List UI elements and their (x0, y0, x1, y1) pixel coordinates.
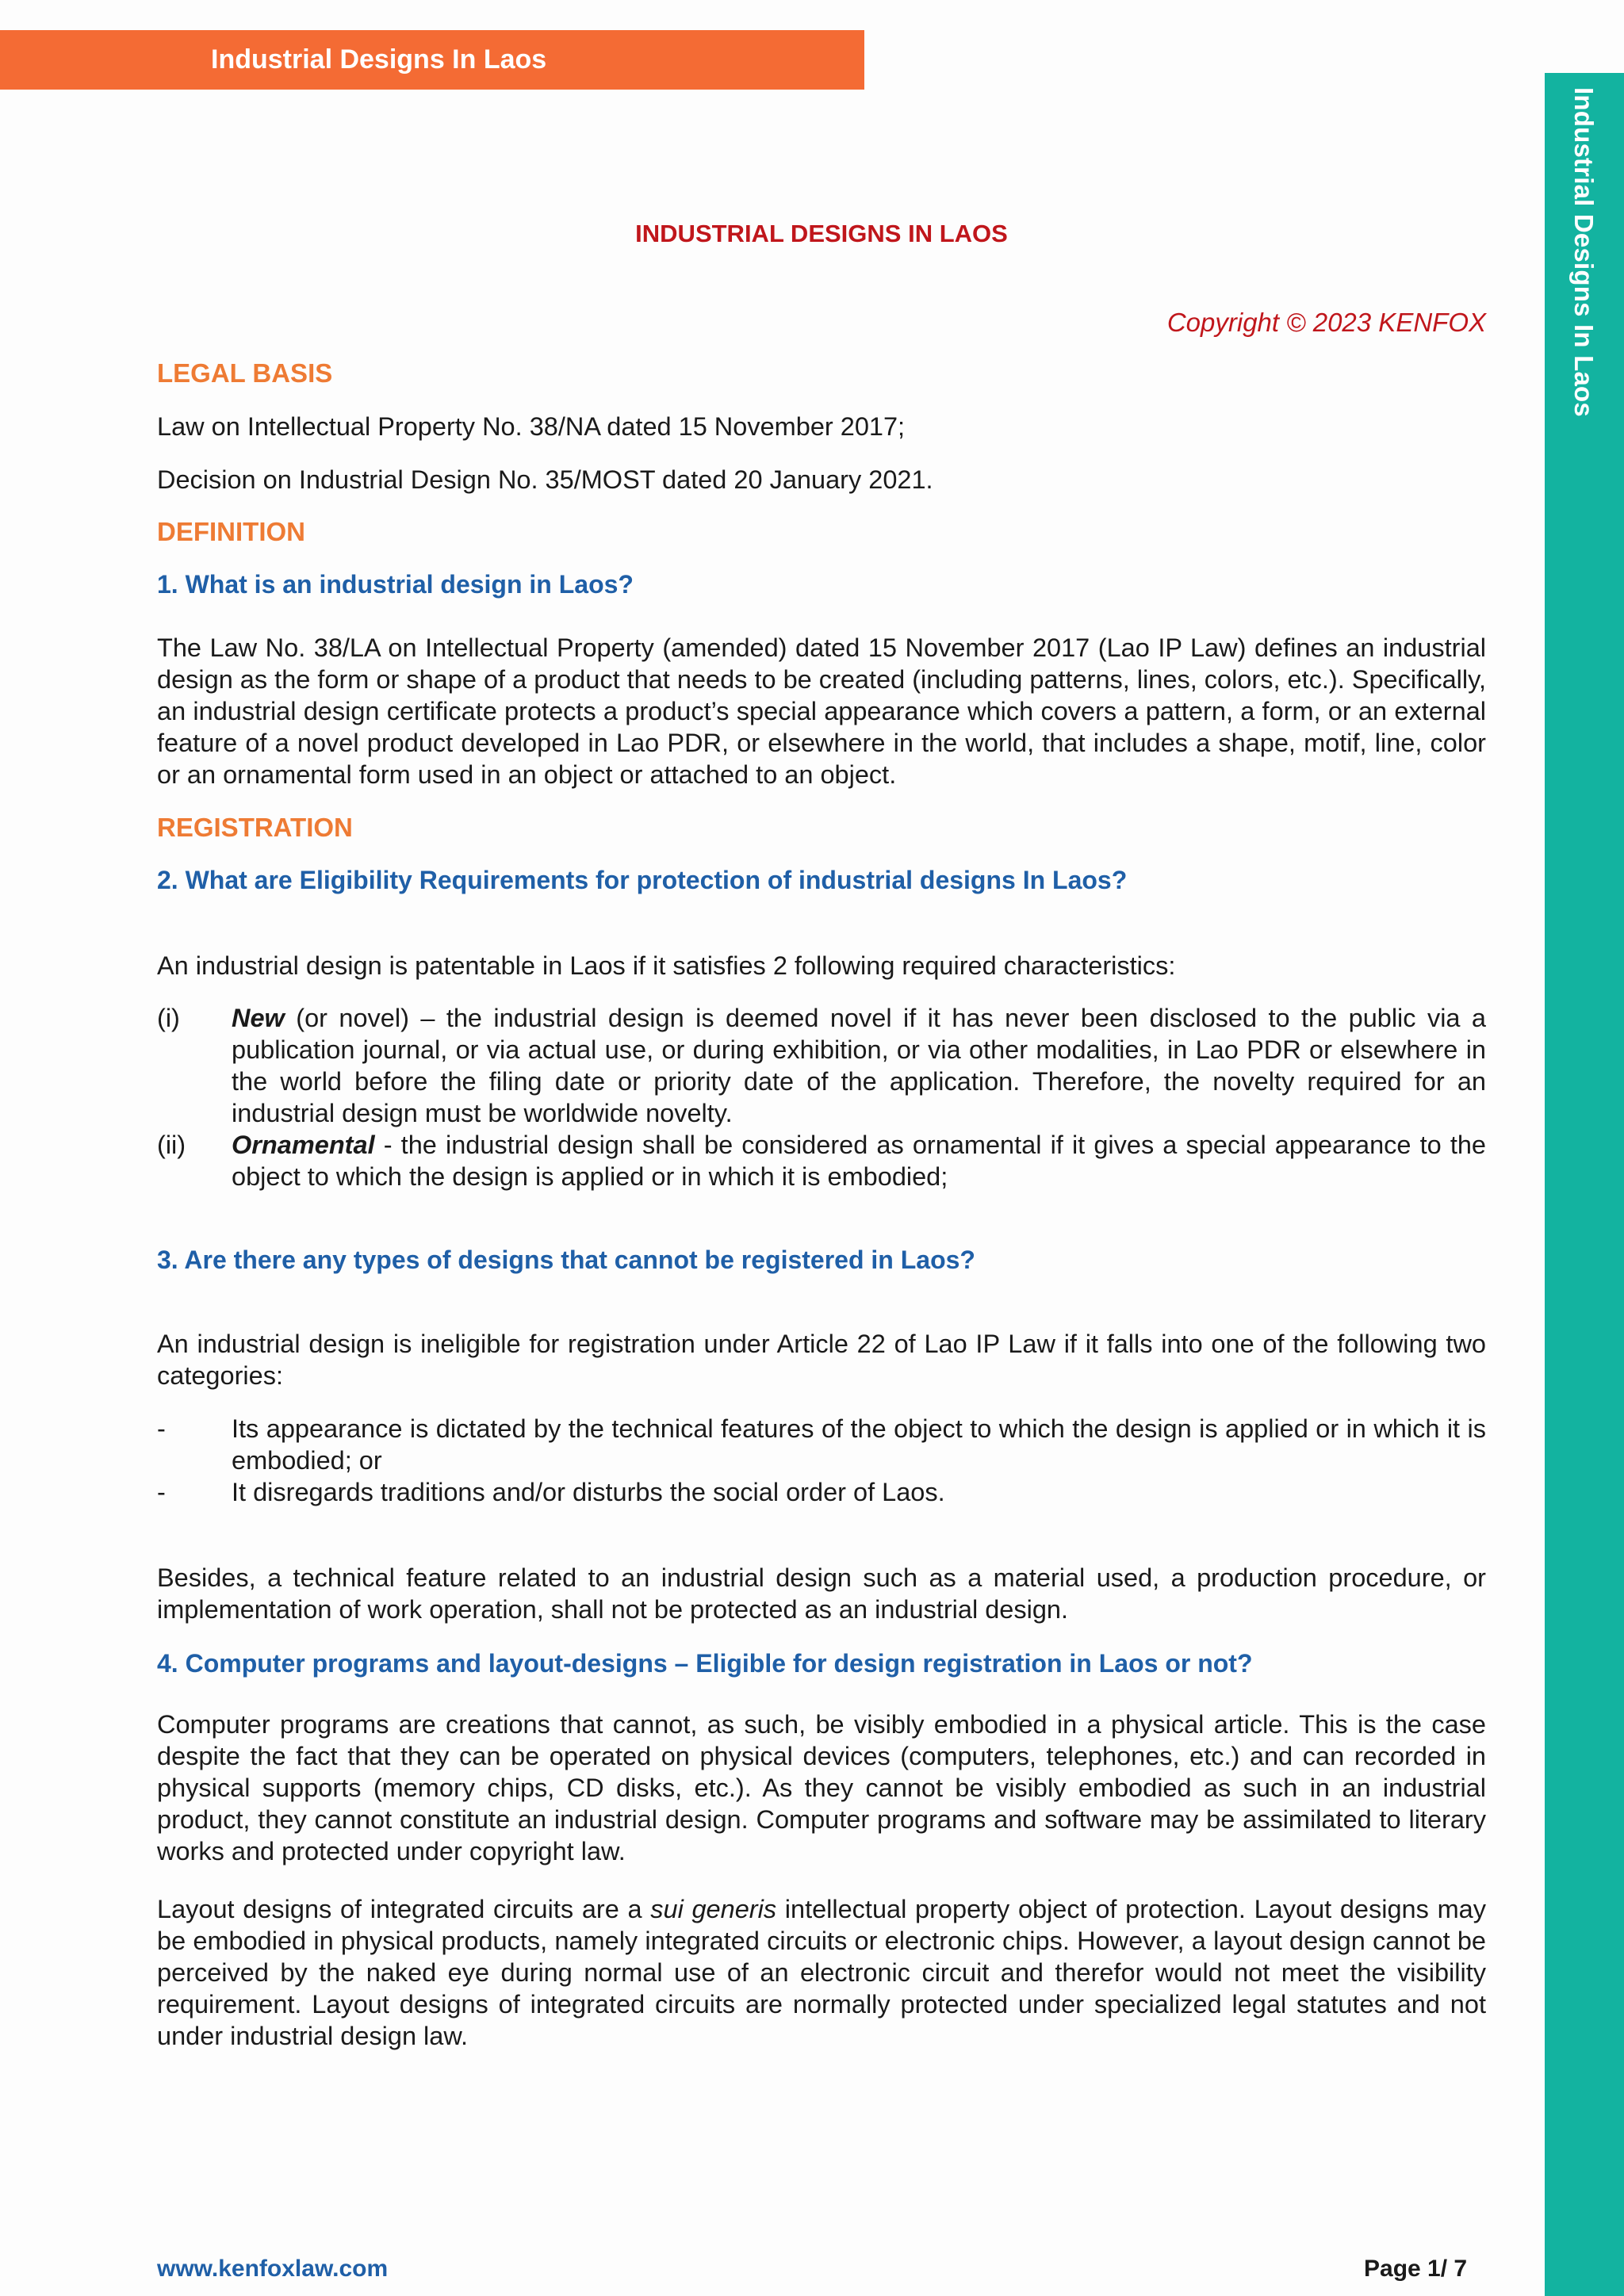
layout-designs-paragraph (157, 1893, 1486, 2052)
question-1: 1. What is an industrial design in Laos? (157, 570, 634, 599)
ineligibility-intro: An industrial design is ineligible for registration under Article 22 of Lao IP Law if it falls into one of the following two categories: (157, 1330, 1486, 1390)
exclusion-item (157, 1476, 1486, 1508)
exclusion-text: Its appearance is dictated by the technical features of the object to which the design is applied or in which it is embodied; or (232, 1414, 1486, 1475)
document-title: INDUSTRIAL DESIGNS IN LAOS (635, 220, 1008, 247)
definition-heading: DEFINITION (157, 517, 305, 546)
side-banner (1545, 73, 1624, 2296)
header-label: Industrial Designs In Laos (211, 44, 547, 75)
definition-paragraph: The Law No. 38/LA on Intellectual Property (amended) dated 15 November 2017 (Lao IP Law) defines an industrial design as the form or shape of a product that needs to be created (including patterns, lines, colors, etc.). Specifically, an industrial design certificate protects a product’s special appearance which covers a pattern, a form, or an external feature of a novel product developed in Lao PDR, or elsewhere in the world, that includes a shape, motif, line, color or an ornamental form used in an object or attached to an object. (157, 633, 1486, 789)
criterion-marker: (ii) (157, 1131, 186, 1159)
exclusion-item (157, 1413, 1486, 1476)
question-3: 3. Are there any types of designs that cannot be registered in Laos? (157, 1246, 975, 1274)
criterion-text: - the industrial design shall be considered as ornamental if it gives a special appearance to the object to which the design is applied or in which it is embodied; (232, 1131, 1486, 1191)
exclusion-text: It disregards traditions and/or disturbs the social order of Laos. (232, 1478, 945, 1506)
criterion-item (157, 1129, 1486, 1192)
layout-text-b: intellectual property object of protection. Layout designs may be embodied in physical products, namely integrated circuits or electronic chips. However, a layout design cannot be perceived by the naked eye during normal use of an electronic circuit and therefor would not meet the visibility requirement. Layout designs of integrated circuits are normally protected under specialized legal statutes and not under industrial design law. (157, 1895, 1486, 2050)
criterion-term: New (232, 1004, 285, 1032)
footer-page-number: Page 1/ 7 (1364, 2256, 1468, 2282)
registration-heading: REGISTRATION (157, 813, 353, 842)
footer-website-link[interactable]: www.kenfoxlaw.com (157, 2256, 389, 2282)
layout-text-a: Layout designs of integrated circuits are a (157, 1895, 651, 1923)
legal-basis-item: Law on Intellectual Property No. 38/NA dated 15 November 2017; (157, 412, 906, 441)
exclusion-marker: - (157, 1478, 166, 1506)
besides-paragraph: Besides, a technical feature related to an industrial design such as a material used, a production procedure, or implementation of work operation, shall not be protected as an industrial design. (157, 1563, 1486, 1624)
layout-text-italic: sui generis (650, 1895, 777, 1923)
question-2: 2. What are Eligibility Requirements for protection of industrial designs In Laos? (157, 866, 1128, 894)
legal-basis-item: Decision on Industrial Design No. 35/MOST dated 20 January 2021. (157, 465, 933, 494)
criterion-text: (or novel) – the industrial design is deemed novel if it has never been disclosed to the public via a publication journal, or via actual use, or during exhibition, or via other modalities, in Lao PDR or elsewhere in the world before the filing date or priority date of the application. Therefore, the novelty required for an industrial design must be worldwide novelty. (232, 1004, 1486, 1127)
criterion-item (157, 1002, 1486, 1129)
computer-programs-paragraph: Computer programs are creations that cannot, as such, be visibly embodied in a physical article. This is the case despite the fact that they can be operated on physical devices (computers, telephones, etc.) and can recorded in physical supports (memory chips, CD disks, etc.). As they cannot be visibly embodied as such in an industrial product, they cannot constitute an industrial design. Computer programs and software may be assimilated to literary works and protected under copyright law. (157, 1710, 1486, 1866)
header-banner (0, 30, 864, 90)
copyright-notice: Copyright © 2023 KENFOX (1166, 308, 1486, 337)
legal-basis-heading: LEGAL BASIS (157, 358, 333, 388)
criterion-term: Ornamental (232, 1131, 375, 1159)
side-banner-label: Industrial Designs In Laos (1569, 87, 1599, 417)
eligibility-intro: An industrial design is patentable in Laos if it satisfies 2 following required characteristics: (157, 951, 1176, 980)
question-4: 4. Computer programs and layout-designs – Eligible for design registration in Laos or not? (157, 1649, 1253, 1678)
exclusion-marker: - (157, 1414, 166, 1443)
criterion-marker: (i) (157, 1004, 180, 1032)
